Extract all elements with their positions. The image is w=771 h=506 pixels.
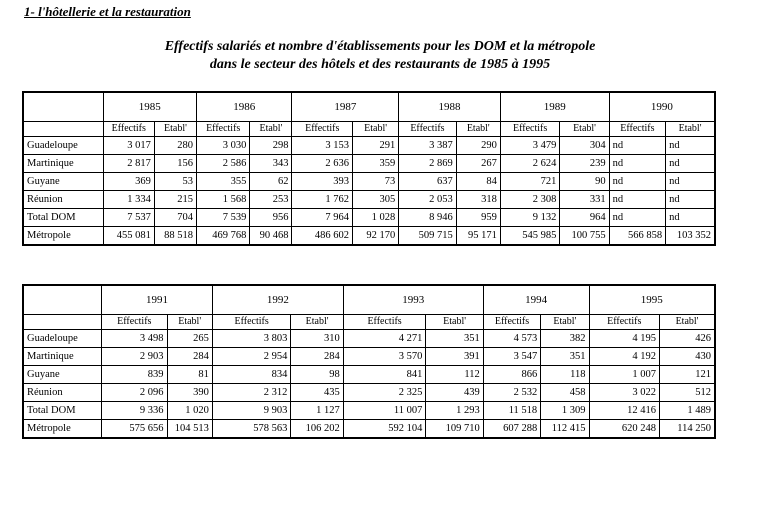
etabl-cell: 331 (560, 191, 609, 209)
effectifs-cell: 1 007 (589, 366, 660, 384)
effectifs-cell: 620 248 (589, 420, 660, 439)
effectifs-cell: 3 547 (483, 348, 540, 366)
row-label: Guadeloupe (23, 137, 103, 155)
effectifs-header: Effectifs (343, 315, 426, 330)
effectifs-cell: 7 537 (103, 209, 154, 227)
etabl-cell: 458 (541, 384, 589, 402)
effectifs-cell: 7 964 (292, 209, 353, 227)
row-label: Métropole (23, 227, 103, 246)
row-label: Guyane (23, 366, 102, 384)
effectifs-cell: 11 518 (483, 402, 540, 420)
etabl-cell: 704 (154, 209, 196, 227)
etabl-cell: 239 (560, 155, 609, 173)
corner-cell (23, 315, 102, 330)
effectifs-cell: nd (609, 209, 665, 227)
etabl-cell: 103 352 (666, 227, 715, 246)
etabl-cell: 118 (541, 366, 589, 384)
table-row (23, 420, 715, 439)
year-header: 1993 (343, 285, 483, 315)
table-row (23, 137, 715, 155)
etabl-header: Etabl' (456, 122, 500, 137)
row-label: Total DOM (23, 402, 102, 420)
etabl-cell: 964 (560, 209, 609, 227)
table-row (23, 366, 715, 384)
effectifs-cell: 2 308 (500, 191, 560, 209)
table-row (23, 227, 715, 246)
corner-cell (23, 285, 102, 315)
etabl-cell: 73 (353, 173, 399, 191)
etabl-cell: 265 (167, 330, 212, 348)
year-header: 1989 (500, 92, 609, 122)
etabl-cell: 956 (250, 209, 292, 227)
effectifs-cell: 2 636 (292, 155, 353, 173)
etabl-cell: nd (666, 155, 715, 173)
etabl-cell: 291 (353, 137, 399, 155)
effectifs-cell: 393 (292, 173, 353, 191)
effectifs-cell: 455 081 (103, 227, 154, 246)
etabl-cell: 90 468 (250, 227, 292, 246)
effectifs-cell: 355 (197, 173, 250, 191)
effectifs-cell: nd (609, 191, 665, 209)
etabl-cell: 92 170 (353, 227, 399, 246)
effectifs-cell: 2 817 (103, 155, 154, 173)
effectifs-cell: 4 573 (483, 330, 540, 348)
etabl-cell: 1 489 (660, 402, 715, 420)
effectifs-cell: 3 387 (399, 137, 456, 155)
effectifs-cell: nd (609, 137, 665, 155)
etabl-cell: 298 (250, 137, 292, 155)
effectifs-header: Effectifs (609, 122, 665, 137)
etabl-cell: 114 250 (660, 420, 715, 439)
year-header: 1988 (399, 92, 501, 122)
table-row (23, 384, 715, 402)
etabl-header: Etabl' (560, 122, 609, 137)
etabl-cell: nd (666, 209, 715, 227)
etabl-cell: 1 293 (426, 402, 483, 420)
effectifs-cell: 2 586 (197, 155, 250, 173)
etabl-cell: 90 (560, 173, 609, 191)
effectifs-cell: 7 539 (197, 209, 250, 227)
effectifs-cell: 2 869 (399, 155, 456, 173)
etabl-cell: 100 755 (560, 227, 609, 246)
effectifs-cell: 3 030 (197, 137, 250, 155)
effectifs-cell: 509 715 (399, 227, 456, 246)
etabl-cell: 426 (660, 330, 715, 348)
etabl-cell: 1 028 (353, 209, 399, 227)
etabl-cell: 84 (456, 173, 500, 191)
etabl-cell: 112 (426, 366, 483, 384)
effectifs-cell: 9 336 (102, 402, 167, 420)
etabl-cell: 290 (456, 137, 500, 155)
etabl-cell: 310 (291, 330, 343, 348)
effectifs-cell: 721 (500, 173, 560, 191)
etabl-cell: 98 (291, 366, 343, 384)
effectifs-cell: 3 479 (500, 137, 560, 155)
corner-cell (23, 122, 103, 137)
year-header: 1994 (483, 285, 589, 315)
table-1985-1990 (22, 91, 716, 246)
effectifs-cell: 545 985 (500, 227, 560, 246)
effectifs-cell: 575 656 (102, 420, 167, 439)
etabl-cell: 430 (660, 348, 715, 366)
etabl-cell: nd (666, 191, 715, 209)
etabl-cell: 156 (154, 155, 196, 173)
etabl-cell: 104 513 (167, 420, 212, 439)
etabl-cell: 81 (167, 366, 212, 384)
effectifs-cell: 1 762 (292, 191, 353, 209)
etabl-cell: 1 127 (291, 402, 343, 420)
table-row (23, 209, 715, 227)
etabl-cell: 280 (154, 137, 196, 155)
row-label: Métropole (23, 420, 102, 439)
year-header: 1995 (589, 285, 715, 315)
sub-header-row (23, 122, 715, 137)
year-header: 1991 (102, 285, 213, 315)
row-label: Total DOM (23, 209, 103, 227)
etabl-cell: nd (666, 137, 715, 155)
etabl-cell: 88 518 (154, 227, 196, 246)
effectifs-cell: 566 858 (609, 227, 665, 246)
effectifs-cell: 3 803 (212, 330, 291, 348)
year-header-row (23, 285, 715, 315)
etabl-header: Etabl' (154, 122, 196, 137)
table-row (23, 402, 715, 420)
etabl-cell: 253 (250, 191, 292, 209)
effectifs-cell: 4 192 (589, 348, 660, 366)
etabl-cell: 95 171 (456, 227, 500, 246)
effectifs-header: Effectifs (102, 315, 167, 330)
etabl-header: Etabl' (666, 122, 715, 137)
effectifs-cell: 1 568 (197, 191, 250, 209)
effectifs-cell: 2 312 (212, 384, 291, 402)
etabl-cell: 318 (456, 191, 500, 209)
etabl-header: Etabl' (291, 315, 343, 330)
sub-header-row (23, 315, 715, 330)
year-header: 1990 (609, 92, 715, 122)
effectifs-cell: 3 498 (102, 330, 167, 348)
row-label: Guadeloupe (23, 330, 102, 348)
etabl-cell: 391 (426, 348, 483, 366)
effectifs-cell: 866 (483, 366, 540, 384)
etabl-cell: 959 (456, 209, 500, 227)
effectifs-cell: 3 153 (292, 137, 353, 155)
effectifs-cell: 12 416 (589, 402, 660, 420)
effectifs-cell: 369 (103, 173, 154, 191)
effectifs-cell: 9 903 (212, 402, 291, 420)
effectifs-cell: nd (609, 155, 665, 173)
effectifs-cell: 8 946 (399, 209, 456, 227)
effectifs-header: Effectifs (103, 122, 154, 137)
section-heading: 1- l'hôtellerie et la restauration (24, 4, 191, 19)
row-label: Martinique (23, 155, 103, 173)
effectifs-cell: 2 325 (343, 384, 426, 402)
effectifs-cell: 834 (212, 366, 291, 384)
table-row (23, 191, 715, 209)
row-label: Guyane (23, 173, 103, 191)
etabl-cell: nd (666, 173, 715, 191)
effectifs-cell: 486 602 (292, 227, 353, 246)
etabl-header: Etabl' (250, 122, 292, 137)
effectifs-cell: 2 532 (483, 384, 540, 402)
etabl-cell: 112 415 (541, 420, 589, 439)
effectifs-cell: 11 007 (343, 402, 426, 420)
year-header-row (23, 92, 715, 122)
corner-cell (23, 92, 103, 122)
year-header: 1987 (292, 92, 399, 122)
effectifs-cell: 637 (399, 173, 456, 191)
effectifs-cell: 9 132 (500, 209, 560, 227)
etabl-cell: 284 (167, 348, 212, 366)
effectifs-header: Effectifs (500, 122, 560, 137)
table-row (23, 330, 715, 348)
etabl-header: Etabl' (167, 315, 212, 330)
etabl-cell: 512 (660, 384, 715, 402)
table-row (23, 173, 715, 191)
etabl-cell: 1 020 (167, 402, 212, 420)
row-label: Réunion (23, 191, 103, 209)
etabl-cell: 106 202 (291, 420, 343, 439)
year-header: 1985 (103, 92, 196, 122)
etabl-cell: 267 (456, 155, 500, 173)
effectifs-header: Effectifs (589, 315, 660, 330)
table-row (23, 155, 715, 173)
effectifs-cell: 2 096 (102, 384, 167, 402)
effectifs-cell: 4 195 (589, 330, 660, 348)
etabl-header: Etabl' (660, 315, 715, 330)
table-row (23, 348, 715, 366)
etabl-cell: 53 (154, 173, 196, 191)
effectifs-header: Effectifs (197, 122, 250, 137)
document-title-line-1: Effectifs salariés et nombre d'établissements pour les DOM et la métropole (164, 39, 596, 54)
etabl-cell: 304 (560, 137, 609, 155)
etabl-header: Etabl' (353, 122, 399, 137)
effectifs-cell: 3 570 (343, 348, 426, 366)
effectifs-cell: 841 (343, 366, 426, 384)
etabl-cell: 359 (353, 155, 399, 173)
effectifs-cell: 592 104 (343, 420, 426, 439)
document-title-line-2: dans le secteur des hôtels et des restaurants de 1985 à 1995 (209, 57, 551, 72)
effectifs-cell: 469 768 (197, 227, 250, 246)
effectifs-cell: 2 903 (102, 348, 167, 366)
year-header: 1986 (197, 92, 292, 122)
effectifs-cell: 3 017 (103, 137, 154, 155)
effectifs-header: Effectifs (292, 122, 353, 137)
effectifs-cell: 4 271 (343, 330, 426, 348)
etabl-cell: 109 710 (426, 420, 483, 439)
etabl-cell: 305 (353, 191, 399, 209)
effectifs-cell: 2 954 (212, 348, 291, 366)
effectifs-cell: 839 (102, 366, 167, 384)
effectifs-header: Effectifs (399, 122, 456, 137)
etabl-header: Etabl' (426, 315, 483, 330)
effectifs-cell: nd (609, 173, 665, 191)
row-label: Réunion (23, 384, 102, 402)
effectifs-cell: 607 288 (483, 420, 540, 439)
year-header: 1992 (212, 285, 343, 315)
etabl-cell: 390 (167, 384, 212, 402)
etabl-cell: 382 (541, 330, 589, 348)
etabl-cell: 62 (250, 173, 292, 191)
effectifs-cell: 1 334 (103, 191, 154, 209)
etabl-cell: 343 (250, 155, 292, 173)
effectifs-header: Effectifs (212, 315, 291, 330)
effectifs-cell: 3 022 (589, 384, 660, 402)
etabl-cell: 351 (426, 330, 483, 348)
etabl-cell: 284 (291, 348, 343, 366)
effectifs-cell: 2 053 (399, 191, 456, 209)
etabl-cell: 351 (541, 348, 589, 366)
effectifs-cell: 2 624 (500, 155, 560, 173)
effectifs-cell: 578 563 (212, 420, 291, 439)
effectifs-header: Effectifs (483, 315, 540, 330)
etabl-cell: 215 (154, 191, 196, 209)
etabl-header: Etabl' (541, 315, 589, 330)
table-1991-1995 (22, 284, 716, 439)
etabl-cell: 121 (660, 366, 715, 384)
etabl-cell: 435 (291, 384, 343, 402)
etabl-cell: 439 (426, 384, 483, 402)
etabl-cell: 1 309 (541, 402, 589, 420)
row-label: Martinique (23, 348, 102, 366)
